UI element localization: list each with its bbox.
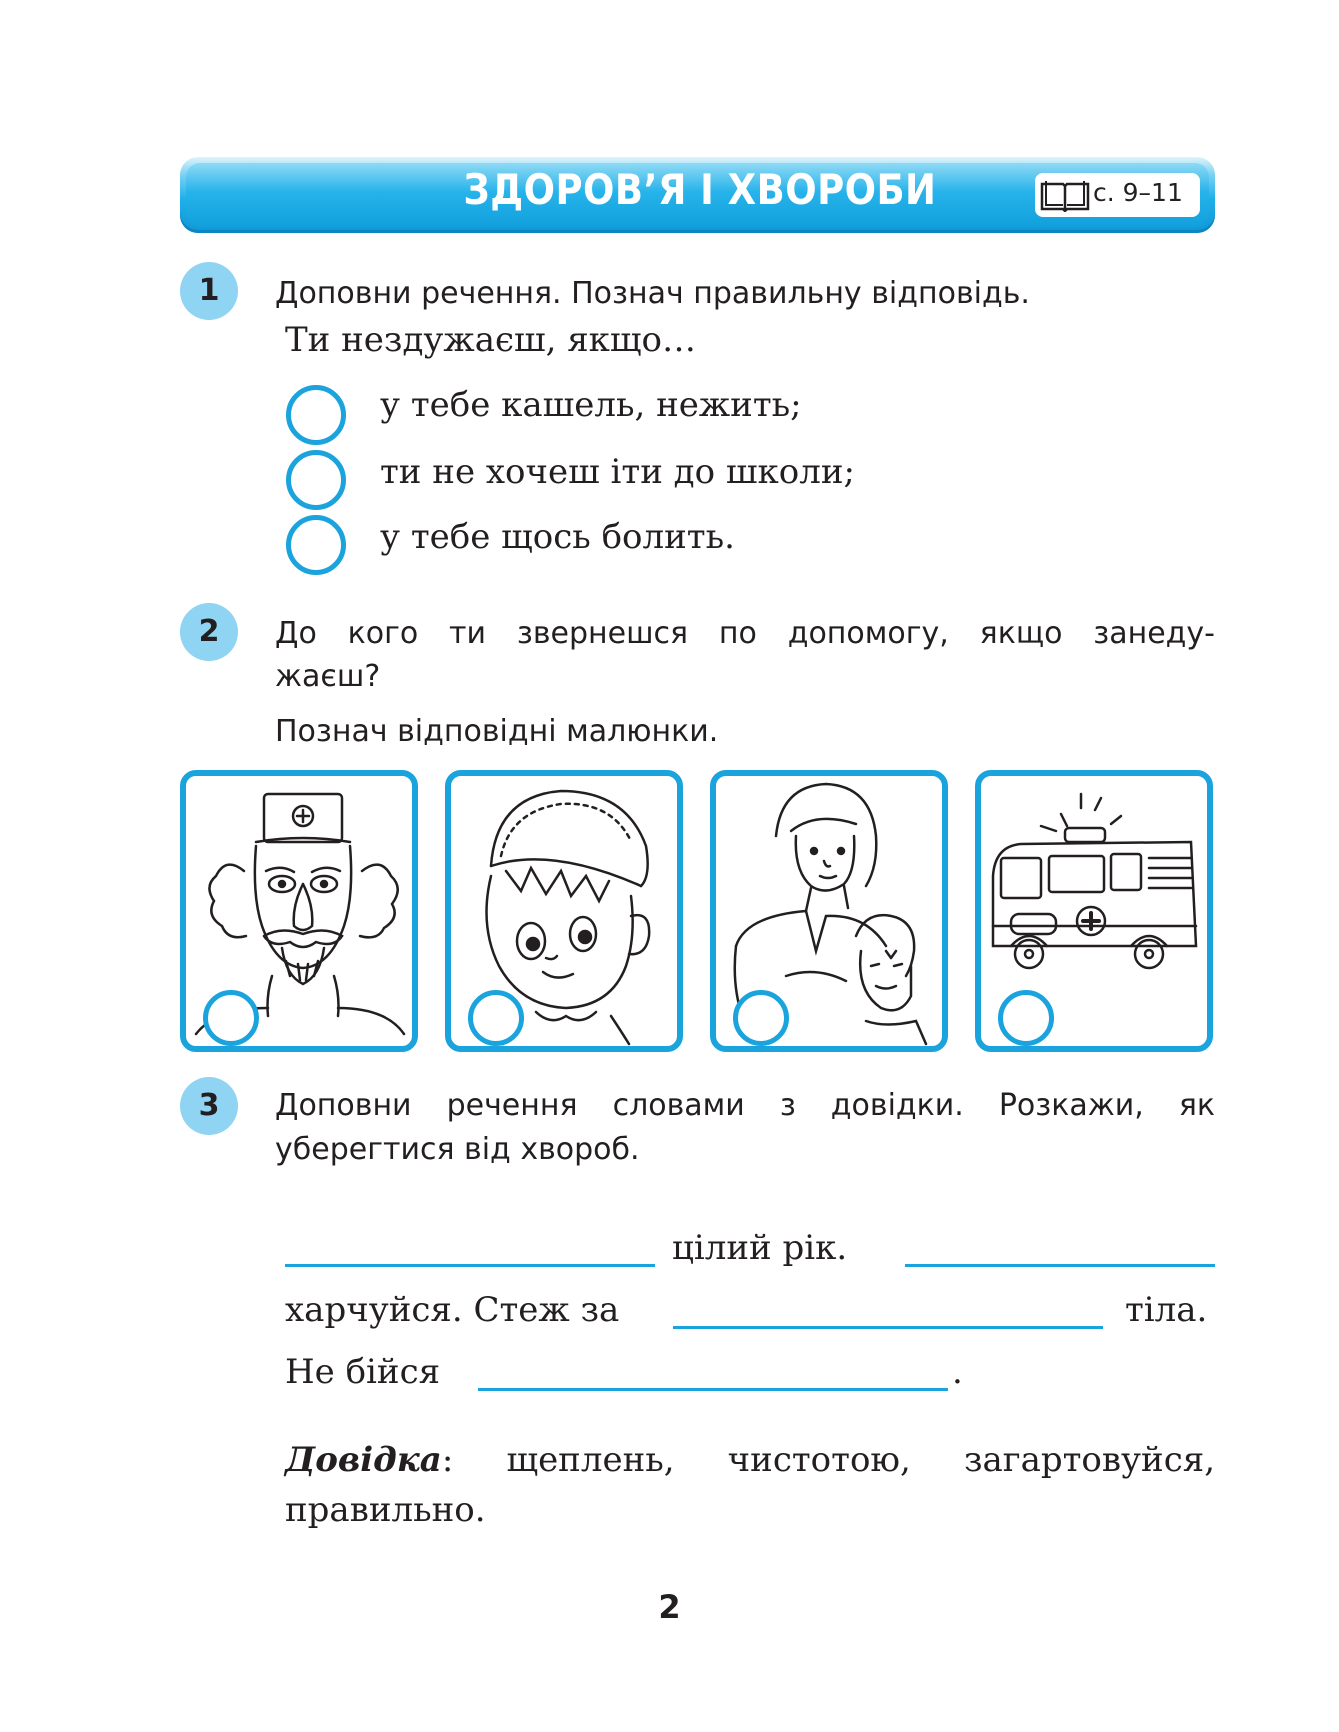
- hint-line: [285, 1440, 1215, 1480]
- answer-checkbox[interactable]: [286, 385, 346, 445]
- sentence-text: Не бійся: [285, 1352, 441, 1392]
- picture-checkbox[interactable]: [468, 990, 524, 1046]
- hint-label: Довідка: [285, 1440, 442, 1480]
- task1-option: у тебе щось болить.: [380, 517, 735, 557]
- book-icon: [1039, 180, 1091, 216]
- task2-instruction: Познач відповідні малюнки.: [275, 714, 719, 749]
- sentence-text: харчуйся. Стеж за: [285, 1290, 620, 1330]
- sentence-text: .: [952, 1352, 963, 1392]
- task2-question-cont: жаєш?: [275, 659, 381, 694]
- picture-checkbox[interactable]: [203, 990, 259, 1046]
- answer-blank[interactable]: [673, 1326, 1103, 1329]
- sentence-text: цілий рік.: [672, 1228, 848, 1268]
- task3-instruction-cont: уберегтися від хвороб.: [275, 1132, 640, 1167]
- task-number-badge: 1: [180, 262, 238, 320]
- task1-option: у тебе кашель, нежить;: [380, 385, 802, 425]
- pages-reference: с. 9–11: [1093, 178, 1183, 207]
- answer-checkbox[interactable]: [286, 450, 346, 510]
- picture-checkbox[interactable]: [998, 990, 1054, 1046]
- task-number-badge: 2: [180, 603, 238, 661]
- hint-words-cont: правильно.: [285, 1490, 486, 1530]
- task1-prompt: Ти нездужаєш, якщо…: [285, 320, 697, 360]
- picture-checkbox[interactable]: [733, 990, 789, 1046]
- task2-question: До кого ти звернешся по допомогу, якщо занеду-: [275, 616, 1215, 651]
- task-number-badge: 3: [180, 1077, 238, 1135]
- page-number: 2: [658, 1588, 681, 1626]
- task1-option: ти не хочеш іти до школи;: [380, 452, 855, 492]
- sentence-text: тіла.: [1125, 1290, 1208, 1330]
- hint-colon: :: [441, 1440, 454, 1480]
- page-title: ЗДОРОВ’Я І ХВОРОБИ: [463, 165, 937, 214]
- answer-checkbox[interactable]: [286, 515, 346, 575]
- answer-blank[interactable]: [905, 1264, 1215, 1267]
- task1-instruction: Доповни речення. Познач правильну відповідь.: [275, 276, 1030, 311]
- answer-blank[interactable]: [285, 1264, 655, 1267]
- answer-blank[interactable]: [478, 1388, 948, 1391]
- hint-words: щеплень, чистотою, загартовуйся,: [506, 1440, 1216, 1480]
- task3-instruction: Доповни речення словами з довідки. Розкажи, як: [275, 1088, 1215, 1123]
